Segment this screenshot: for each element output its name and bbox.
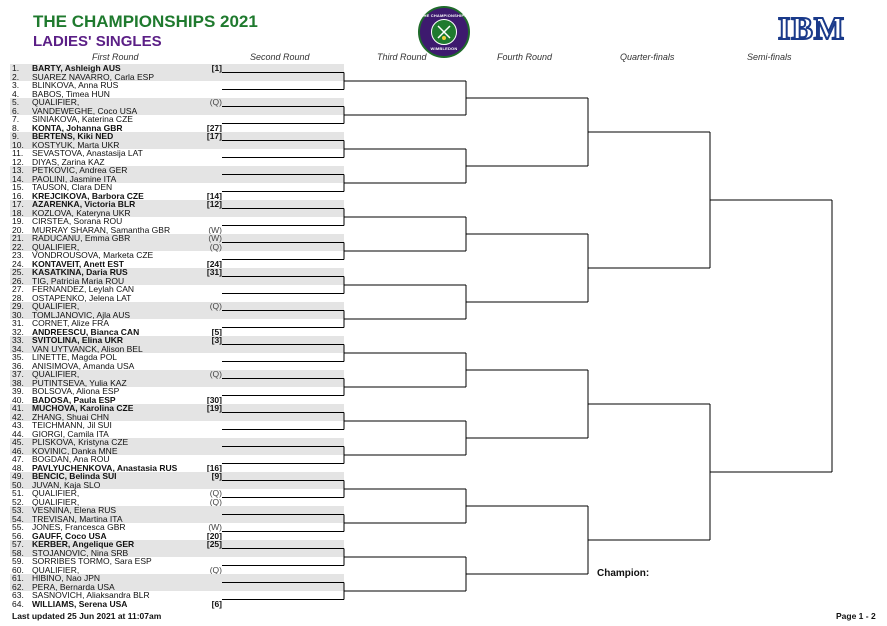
- draw-position: 15.: [12, 182, 24, 192]
- player-name: BENCIC, Belinda SUI: [32, 471, 117, 481]
- player-name: JONES, Francesca GBR: [32, 522, 126, 532]
- player-name: WILLIAMS, Serena USA: [32, 598, 128, 609]
- draw-position: 64.: [12, 598, 24, 609]
- player-name: RADUCANU, Emma GBR: [32, 233, 131, 243]
- seed-tag: [16]: [206, 462, 222, 473]
- player-name: VESNINA, Elena RUS: [32, 505, 117, 515]
- round-header-quarterfinals: Quarter-finals: [620, 52, 675, 62]
- player-name: SUAREZ NAVARRO, Carla ESP: [32, 71, 155, 82]
- seed-tag: [25]: [206, 539, 222, 549]
- champion-label: Champion:: [597, 568, 650, 579]
- player-name: GIORGI, Camila ITA: [32, 428, 109, 439]
- draw-position: 7.: [12, 114, 20, 124]
- player-name: QUALIFIER,: [32, 241, 80, 252]
- player-name: BERTENS, Kiki NED: [32, 131, 114, 141]
- player-name: AZARENKA, Victoria BLR: [32, 199, 136, 209]
- seed-tag: [6]: [211, 598, 222, 609]
- wimbledon-logo: [418, 6, 470, 58]
- draw-position: 58.: [12, 547, 24, 558]
- crossed-rackets-icon: [431, 19, 457, 45]
- player-name: SORRIBES TORMO, Sara ESP: [32, 556, 152, 566]
- draw-position: 45.: [12, 437, 24, 447]
- logo-top-text: THE CHAMPIONSHIPS: [420, 13, 468, 18]
- player-name: OSTAPENKO, Jelena LAT: [32, 292, 132, 303]
- last-updated: Last updated 25 Jun 2021 at 11:07am: [12, 611, 162, 621]
- player-name: KONTA, Johanna GBR: [32, 122, 123, 133]
- player-name: TOMLJANOVIC, Ajla AUS: [32, 309, 131, 320]
- draw-position: 29.: [12, 301, 24, 311]
- player-name: PETKOVIC, Andrea GER: [32, 165, 128, 175]
- seed-tag: [20]: [206, 530, 222, 541]
- draw-position: 57.: [12, 539, 24, 549]
- draw-position: 31.: [12, 318, 24, 328]
- seed-tag: [3]: [211, 335, 222, 345]
- draw-position: 3.: [12, 80, 20, 90]
- draw-position: 17.: [12, 199, 24, 209]
- player-name: QUALIFIER,: [32, 488, 80, 498]
- player-name: MURRAY SHARAN, Samantha GBR: [32, 224, 171, 235]
- player-name: SINIAKOVA, Katerina CZE: [32, 114, 133, 124]
- player-name: SASNOVICH, Aliaksandra BLR: [32, 590, 150, 600]
- draw-position: 47.: [12, 454, 24, 464]
- seed-tag: (W): [208, 522, 222, 532]
- draw-position: 9.: [12, 131, 20, 141]
- draw-position: 13.: [12, 165, 24, 175]
- player-name: LINETTE, Magda POL: [32, 352, 118, 362]
- draw-position: 6.: [12, 105, 20, 116]
- draw-position: 36.: [12, 360, 24, 371]
- player-name: TIG, Patricia Maria ROU: [32, 275, 125, 286]
- seed-tag: [27]: [206, 122, 222, 133]
- draw-position: 4.: [12, 88, 20, 99]
- ibm-logo: IBM: [778, 10, 845, 46]
- player-name: KOSTYUK, Marta UKR: [32, 139, 120, 150]
- draw-position: 8.: [12, 122, 20, 133]
- page-number: Page 1 - 2: [836, 611, 876, 621]
- seed-tag: [30]: [206, 394, 222, 405]
- draw-position: 63.: [12, 590, 24, 600]
- player-name: TREVISAN, Martina ITA: [32, 513, 123, 524]
- draw-position: 48.: [12, 462, 24, 473]
- player-name: TEICHMANN, Jil SUI: [32, 420, 112, 430]
- player-name: VAN UYTVANCK, Alison BEL: [32, 343, 143, 354]
- draw-position: 56.: [12, 530, 24, 541]
- draw-position: 28.: [12, 292, 24, 303]
- event-subtitle: LADIES' SINGLES: [33, 33, 162, 50]
- player-name: BADOSA, Paula ESP: [32, 394, 116, 405]
- draw-position: 20.: [12, 224, 24, 235]
- player-name: KERBER, Angelique GER: [32, 539, 135, 549]
- draw-position: 14.: [12, 173, 24, 184]
- seed-tag: [9]: [211, 471, 222, 481]
- player-name: PLISKOVA, Kristyna CZE: [32, 437, 129, 447]
- draw-position: 40.: [12, 394, 24, 405]
- seed-tag: (Q): [209, 564, 222, 575]
- draw-position: 54.: [12, 513, 24, 524]
- draw-position: 2.: [12, 71, 20, 82]
- player-name: BOLSOVA, Aliona ESP: [32, 386, 120, 396]
- player-name: FERNANDEZ, Leylah CAN: [32, 284, 135, 294]
- seed-tag: (Q): [209, 369, 222, 379]
- player-name: VONDROUSOVA, Marketa CZE: [32, 250, 154, 260]
- player-name: SEVASTOVA, Anastasija LAT: [32, 148, 143, 158]
- player-name: PAOLINI, Jasmine ITA: [32, 173, 117, 184]
- seed-tag: [5]: [211, 326, 222, 337]
- player-name: KREJCIKOVA, Barbora CZE: [32, 190, 144, 201]
- seed-tag: [31]: [206, 267, 222, 277]
- player-name: KASATKINA, Daria RUS: [32, 267, 128, 277]
- player-name: BOGDAN, Ana ROU: [32, 454, 110, 464]
- round-header-first: First Round: [92, 52, 139, 62]
- seed-tag: (Q): [209, 301, 222, 311]
- draw-position: 19.: [12, 216, 24, 226]
- player-name: CORNET, Alize FRA: [32, 318, 109, 328]
- draw-position: 10.: [12, 139, 24, 150]
- player-name: QUALIFIER,: [32, 97, 80, 107]
- seed-tag: (Q): [209, 496, 222, 507]
- round-headers: [0, 52, 887, 64]
- seed-tag: [24]: [206, 258, 222, 269]
- draw-position: 50.: [12, 479, 24, 490]
- draw-row: [10, 600, 344, 609]
- player-name: QUALIFIER,: [32, 496, 80, 507]
- draw-position: 24.: [12, 258, 24, 269]
- seed-tag: [17]: [206, 131, 222, 141]
- player-name: JUVAN, Kaja SLO: [32, 479, 101, 490]
- draw-position: 32.: [12, 326, 24, 337]
- draw-position: 44.: [12, 428, 24, 439]
- player-name: KONTAVEIT, Anett EST: [32, 258, 124, 269]
- player-name: TAUSON, Clara DEN: [32, 182, 113, 192]
- player-name: QUALIFIER,: [32, 564, 80, 575]
- page-title: THE CHAMPIONSHIPS 2021: [33, 12, 258, 31]
- draw-position: 16.: [12, 190, 24, 201]
- player-name: DIYAS, Zarina KAZ: [32, 156, 105, 167]
- draw-position: 53.: [12, 505, 24, 515]
- draw-position: 22.: [12, 241, 24, 252]
- draw-position: 34.: [12, 343, 24, 354]
- seed-tag: (W): [208, 233, 222, 243]
- draw-position: 33.: [12, 335, 24, 345]
- draw-position: 11.: [12, 148, 24, 158]
- draw-position: 5.: [12, 97, 20, 107]
- draw-position: 21.: [12, 233, 24, 243]
- draw-position: 25.: [12, 267, 24, 277]
- round-header-second: Second Round: [250, 52, 310, 62]
- player-name: SVITOLINA, Elina UKR: [32, 335, 123, 345]
- player-name: PERA, Bernarda USA: [32, 581, 115, 592]
- player-name: KOVINIC, Danka MNE: [32, 445, 118, 456]
- seed-tag: [12]: [206, 199, 222, 209]
- logo-bottom-text: WIMBLEDON: [430, 46, 458, 51]
- draw-list: [10, 64, 344, 608]
- draw-position: 27.: [12, 284, 24, 294]
- draw-position: 12.: [12, 156, 24, 167]
- draw-position: 51.: [12, 488, 24, 498]
- round-header-fourth: Fourth Round: [497, 52, 553, 62]
- player-name: QUALIFIER,: [32, 369, 80, 379]
- round-header-semifinals: Semi-finals: [747, 52, 792, 62]
- draw-position: 41.: [12, 403, 24, 413]
- player-name: PUTINTSEVA, Yulia KAZ: [32, 377, 127, 388]
- draw-position: 1.: [12, 63, 20, 73]
- draw-position: 49.: [12, 471, 24, 481]
- player-name: BARTY, Ashleigh AUS: [32, 63, 121, 73]
- seed-tag: [19]: [206, 403, 222, 413]
- draw-position: 62.: [12, 581, 24, 592]
- player-name: STOJANOVIC, Nina SRB: [32, 547, 129, 558]
- draw-position: 18.: [12, 207, 24, 218]
- draw-position: 42.: [12, 411, 24, 422]
- seed-tag: [1]: [211, 63, 222, 73]
- draw-position: 23.: [12, 250, 24, 260]
- seed-tag: (W): [208, 224, 222, 235]
- seed-tag: (Q): [209, 488, 222, 498]
- player-name: QUALIFIER,: [32, 301, 80, 311]
- player-name: GAUFF, Coco USA: [32, 530, 107, 541]
- draw-position: 26.: [12, 275, 24, 286]
- round-header-third: Third Round: [377, 52, 427, 62]
- draw-position: 55.: [12, 522, 24, 532]
- seed-tag: (Q): [209, 241, 222, 252]
- player-name: HIBINO, Nao JPN: [32, 573, 101, 583]
- player-name: KOZLOVA, Kateryna UKR: [32, 207, 131, 218]
- seed-tag: (Q): [209, 97, 222, 107]
- player-name: CIRSTEA, Sorana ROU: [32, 216, 123, 226]
- seed-tag: [14]: [206, 190, 222, 201]
- draw-position: 37.: [12, 369, 24, 379]
- draw-position: 30.: [12, 309, 24, 320]
- draw-position: 59.: [12, 556, 24, 566]
- draw-position: 52.: [12, 496, 24, 507]
- player-name: PAVLYUCHENKOVA, Anastasia RUS: [32, 462, 178, 473]
- draw-position: 38.: [12, 377, 24, 388]
- player-name: BLINKOVA, Anna RUS: [32, 80, 119, 90]
- player-name: ANDREESCU, Bianca CAN: [32, 326, 140, 337]
- draw-position: 35.: [12, 352, 24, 362]
- draw-position: 61.: [12, 573, 24, 583]
- draw-position: 43.: [12, 420, 24, 430]
- player-name: ANISIMOVA, Amanda USA: [32, 360, 135, 371]
- draw-position: 39.: [12, 386, 24, 396]
- player-name: ZHANG, Shuai CHN: [32, 411, 109, 422]
- player-name: BABOS, Timea HUN: [32, 88, 110, 99]
- draw-position: 60.: [12, 564, 24, 575]
- player-name: VANDEWEGHE, Coco USA: [32, 105, 138, 116]
- player-name: MUCHOVA, Karolina CZE: [32, 403, 134, 413]
- draw-position: 46.: [12, 445, 24, 456]
